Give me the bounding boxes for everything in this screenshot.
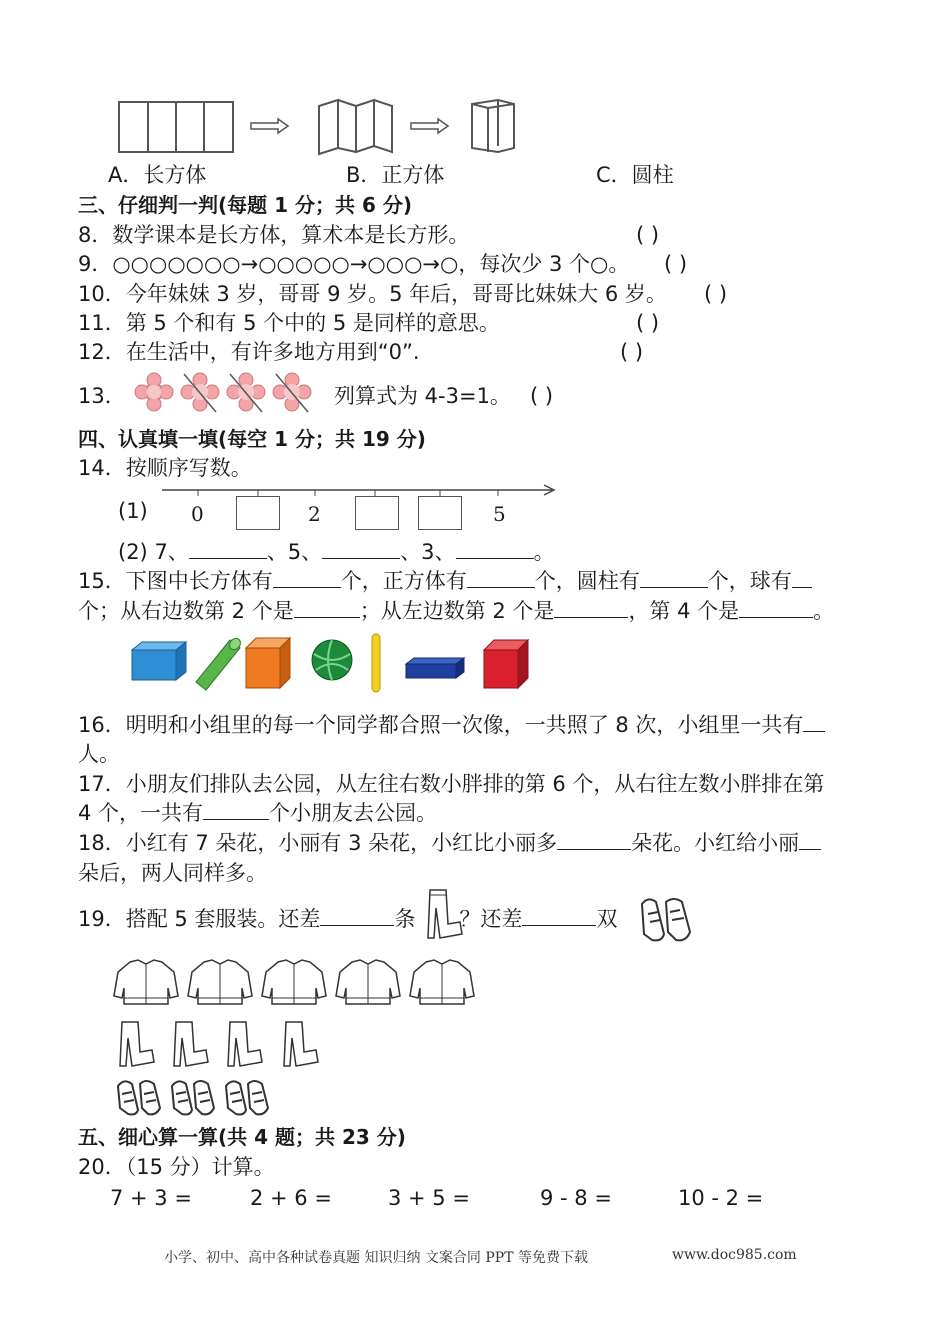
- q9-text: 9．○○○○○○○→○○○○○→○○○→○，每次少 3 个○。: [78, 252, 630, 276]
- answer-blank[interactable]: [273, 569, 341, 588]
- q18-line2: 朵后，两人同样多。: [78, 861, 267, 885]
- q15-text: 个，正方体有: [340, 569, 467, 593]
- green-ball: [312, 640, 352, 680]
- q14-text: 14．按顺序写数。: [78, 456, 252, 480]
- answer-box-2[interactable]: [355, 496, 399, 530]
- q8-answer-paren[interactable]: ( ): [636, 223, 660, 247]
- folded-prism-figure: [468, 96, 518, 156]
- answer-blank[interactable]: [467, 569, 535, 588]
- q14-part2-text: 、5、: [266, 540, 323, 564]
- q13-answer-paren[interactable]: ( ): [530, 384, 554, 408]
- shapes-row: [128, 632, 538, 694]
- q13-number: 13．: [78, 384, 126, 408]
- q18-text: 18．小红有 7 朵花，小丽有 3 朵花，小红比小丽多: [78, 831, 558, 855]
- q19-line: [78, 906, 686, 932]
- half-folded-figure: [316, 96, 396, 156]
- q14-part2-text: 7、: [154, 540, 189, 564]
- expr-3[interactable]: 3 + 5 =: [388, 1186, 470, 1210]
- answer-blank[interactable]: [189, 540, 267, 559]
- q15-line2: [78, 598, 834, 624]
- green-cylinder: [196, 636, 243, 690]
- q16-line2: 人。: [78, 742, 120, 766]
- expr-2[interactable]: 2 + 6 =: [250, 1186, 332, 1210]
- yellow-rod: [372, 634, 380, 692]
- q15-text: 。: [813, 599, 835, 623]
- unfolded-net-figure: [118, 100, 236, 154]
- arrow-right-icon: [250, 118, 290, 134]
- q15-text: 个，球有: [707, 569, 792, 593]
- q13-text: 列算式为 4-3=1。: [334, 384, 511, 408]
- option-b[interactable]: B．正方体: [346, 163, 445, 187]
- q19-text: ？还差: [459, 907, 523, 931]
- crossed-flower-icon: [227, 373, 265, 412]
- answer-blank[interactable]: [322, 540, 400, 559]
- q11-text: 11．第 5 个和有 5 个中的 5 是同样的意思。: [78, 311, 500, 335]
- q14-part2-text: 。: [533, 540, 555, 564]
- q14-part1-label: (1): [118, 499, 148, 523]
- answer-blank[interactable]: [799, 831, 821, 850]
- crossed-flower-icon: [273, 373, 311, 412]
- q15-text: ；从左边数第 2 个是: [359, 599, 555, 623]
- answer-blank[interactable]: [803, 713, 825, 732]
- q10-text: 10．今年妹妹 3 岁，哥哥 9 岁。5 年后，哥哥比妹妹大 6 岁。: [78, 282, 667, 306]
- flowers-figure: [132, 370, 318, 414]
- q20-text: 20．（15 分）计算。: [78, 1155, 275, 1179]
- orange-cube: [246, 638, 290, 688]
- tick-label-2: 2: [308, 502, 321, 526]
- answer-blank[interactable]: [792, 569, 812, 588]
- answer-blank[interactable]: [294, 599, 360, 618]
- q15-line1: [78, 568, 812, 594]
- flower-icon: [135, 373, 173, 411]
- clothing-sets-figure: [112, 954, 482, 1124]
- q8-text: 8．数学课本是长方体，算术本是长方形。: [78, 223, 470, 247]
- q11-answer-paren[interactable]: ( ): [636, 311, 660, 335]
- q15-text: ，第 4 个是: [628, 599, 740, 623]
- q14-part2-text: 、3、: [400, 540, 456, 564]
- answer-box-1[interactable]: [236, 496, 280, 530]
- expr-4[interactable]: 9 - 8 =: [540, 1186, 612, 1210]
- q19-text: 双: [596, 907, 618, 931]
- section3-title: 三、仔细判一判(每题 1 分；共 6 分): [78, 193, 412, 217]
- q17-text: 4 个，一共有: [78, 801, 204, 825]
- q9-answer-paren[interactable]: ( ): [664, 252, 688, 276]
- q10-answer-paren[interactable]: ( ): [704, 282, 728, 306]
- blue-bar: [406, 658, 464, 678]
- answer-blank[interactable]: [554, 599, 628, 618]
- section5-title: 五、细心算一算(共 4 题；共 23 分): [78, 1125, 406, 1149]
- answer-blank[interactable]: [522, 907, 596, 926]
- tick-label-5: 5: [493, 502, 506, 526]
- q17-line1: 17．小朋友们排队去公园，从左往右数小胖排的第 6 个，从右往左数小胖排在第: [78, 772, 825, 796]
- q12-text: 12．在生活中，有许多地方用到“0”.: [78, 340, 420, 364]
- q14-part2-label: (2): [118, 540, 148, 564]
- expr-5[interactable]: 10 - 2 =: [678, 1186, 764, 1210]
- tick-label-0: 0: [191, 502, 204, 526]
- answer-blank[interactable]: [640, 569, 708, 588]
- section4-title: 四、认真填一填(每空 1 分；共 19 分): [78, 427, 426, 451]
- answer-blank[interactable]: [203, 801, 269, 820]
- answer-blank[interactable]: [320, 907, 394, 926]
- blue-cuboid: [132, 642, 186, 680]
- answer-box-3[interactable]: [418, 496, 462, 530]
- q15-text: 个，圆柱有: [534, 569, 640, 593]
- expr-1[interactable]: 7 + 3 =: [110, 1186, 192, 1210]
- q17-text: 个小朋友去公园。: [269, 801, 438, 825]
- footer-text: 小学、初中、高中各种试卷真题 知识归纳 文案合同 PPT 等免费下载: [164, 1250, 588, 1266]
- q15-text: 15．下图中长方体有: [78, 569, 273, 593]
- q17-line2: [78, 800, 437, 826]
- red-cube: [484, 640, 528, 688]
- q18-line1: [78, 830, 821, 856]
- footer-url[interactable]: www.doc985.com: [672, 1247, 797, 1263]
- q19-text: 条: [394, 907, 416, 931]
- crossed-flower-icon: [181, 373, 219, 412]
- q12-answer-paren[interactable]: ( ): [620, 340, 644, 364]
- option-c[interactable]: C．圆柱: [596, 163, 674, 187]
- shoes-icon: [638, 894, 694, 944]
- option-a[interactable]: A．长方体: [108, 163, 207, 187]
- answer-blank[interactable]: [557, 831, 631, 850]
- q14-part2: [118, 539, 555, 565]
- q19-text: 19．搭配 5 套服装。还差: [78, 907, 321, 931]
- q15-text: 个；从右边数第 2 个是: [78, 599, 294, 623]
- q18-text: 朵花。小红给小丽: [631, 831, 800, 855]
- q16-line1: [78, 712, 825, 738]
- arrow-right-icon-2: [410, 118, 450, 134]
- answer-blank[interactable]: [456, 540, 534, 559]
- pants-icon: [426, 888, 466, 942]
- answer-blank[interactable]: [739, 599, 813, 618]
- q16-text: 16．明明和小组里的每一个同学都合照一次像，一共照了 8 次，小组里一共有: [78, 713, 804, 737]
